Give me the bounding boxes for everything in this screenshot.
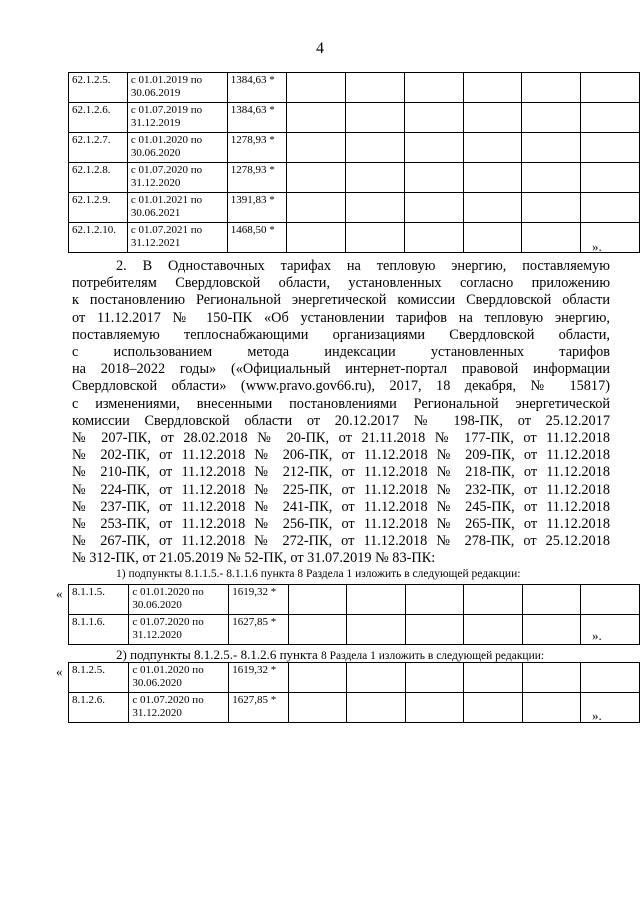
closing-quote-1: ». bbox=[592, 239, 602, 254]
row-tariff-value: 1468,50 * bbox=[227, 223, 287, 253]
period-start: с 01.01.2020 по bbox=[132, 664, 204, 676]
subpoint-2-lead: 2) подпункты 8.1.2.5.- 8.1.2.6 пункта bbox=[116, 647, 318, 662]
para-line: 2. В Одноставочных тарифах на тепловую энергию, поставляемую bbox=[116, 258, 610, 274]
para-line: к постановлению Региональной энергетической комиссии Свердловской области bbox=[72, 292, 610, 309]
empty-cell bbox=[463, 103, 522, 133]
para-line: № 267-ПК, от 11.12.2018 № 272-ПК, от 11.12.2018 № 278-ПК, от 25.12.2018 bbox=[72, 533, 610, 550]
empty-cell bbox=[581, 615, 640, 645]
tariff-table-2 bbox=[68, 584, 640, 645]
empty-cell bbox=[288, 693, 347, 723]
table-row bbox=[69, 223, 640, 253]
empty-cell bbox=[522, 585, 581, 615]
empty-cell bbox=[346, 163, 405, 193]
empty-cell bbox=[346, 193, 405, 223]
period-start: с 01.01.2021 по bbox=[130, 194, 203, 206]
table-row bbox=[69, 693, 640, 723]
para-line: № 202-ПК, от 11.12.2018 № 206-ПК, от 11.12.2018 № 209-ПК, от 11.12.2018 bbox=[72, 447, 610, 464]
empty-cell bbox=[347, 693, 406, 723]
row-code: 62.1.2.6. bbox=[69, 103, 128, 133]
row-tariff-value: 1627,85 * bbox=[229, 693, 289, 723]
tariff-table-3 bbox=[68, 662, 640, 723]
period-end: 30.06.2020 bbox=[130, 147, 181, 159]
period-end: 30.06.2021 bbox=[130, 207, 181, 219]
subpoint-1: 1) подпункты 8.1.1.5.- 8.1.1.6 пункта 8 Раздела 1 изложить в следующей редакции: bbox=[116, 568, 521, 580]
row-period bbox=[127, 103, 227, 133]
para-line: № 253-ПК, от 11.12.2018 № 256-ПК, от 11.12.2018 № 265-ПК, от 11.12.2018 bbox=[72, 516, 610, 533]
para-line: с использованием метода индексации установленных тарифов bbox=[72, 344, 610, 361]
empty-cell bbox=[346, 73, 405, 103]
row-period bbox=[127, 163, 227, 193]
empty-cell bbox=[347, 585, 406, 615]
period-start: с 01.07.2020 по bbox=[132, 694, 204, 706]
period-end: 30.06.2020 bbox=[132, 599, 182, 611]
period-end: 31.12.2020 bbox=[132, 629, 182, 641]
row-code: 62.1.2.10. bbox=[69, 223, 128, 253]
row-period bbox=[129, 615, 229, 645]
subpoint-2 bbox=[116, 647, 544, 663]
empty-cell bbox=[522, 133, 581, 163]
page-number: 4 bbox=[316, 40, 324, 57]
empty-cell bbox=[405, 693, 464, 723]
row-period bbox=[129, 585, 229, 615]
empty-cell bbox=[404, 103, 463, 133]
empty-cell bbox=[288, 663, 347, 693]
empty-cell bbox=[287, 103, 346, 133]
table-row bbox=[69, 103, 640, 133]
empty-cell bbox=[405, 663, 464, 693]
tariff-table-1 bbox=[68, 72, 640, 253]
row-period bbox=[127, 193, 227, 223]
period-start: с 01.07.2020 по bbox=[130, 164, 203, 176]
period-start: с 01.01.2019 по bbox=[130, 74, 203, 86]
empty-cell bbox=[404, 163, 463, 193]
empty-cell bbox=[464, 585, 523, 615]
empty-cell bbox=[347, 615, 406, 645]
row-tariff-value: 1278,93 * bbox=[227, 163, 287, 193]
para-line: с изменениями, внесенными постановлениями Региональной энергетической bbox=[72, 395, 610, 412]
empty-cell bbox=[581, 193, 640, 223]
empty-cell bbox=[463, 193, 522, 223]
empty-cell bbox=[287, 73, 346, 103]
empty-cell bbox=[581, 585, 640, 615]
empty-cell bbox=[288, 585, 347, 615]
row-code: 62.1.2.8. bbox=[69, 163, 128, 193]
row-period bbox=[127, 223, 227, 253]
empty-cell bbox=[522, 615, 581, 645]
period-end: 31.12.2020 bbox=[132, 707, 182, 719]
closing-quote-3: ». bbox=[592, 708, 602, 723]
period-end: 30.06.2020 bbox=[132, 677, 182, 689]
empty-cell bbox=[404, 73, 463, 103]
table-row bbox=[69, 163, 640, 193]
paragraph-2 bbox=[72, 258, 610, 568]
para-line: Свердловской области» (www.pravo.gov66.ru), 2017, 18 декабря, № 15817) bbox=[72, 378, 610, 395]
empty-cell bbox=[287, 193, 346, 223]
empty-cell bbox=[463, 223, 522, 253]
row-code: 62.1.2.9. bbox=[69, 193, 128, 223]
empty-cell bbox=[463, 73, 522, 103]
table-row bbox=[69, 193, 640, 223]
empty-cell bbox=[581, 73, 640, 103]
para-line: потребителям Свердловской области, установленных согласно приложению bbox=[72, 275, 610, 292]
row-code: 62.1.2.5. bbox=[69, 73, 128, 103]
empty-cell bbox=[287, 133, 346, 163]
row-code: 62.1.2.7. bbox=[69, 133, 128, 163]
row-tariff-value: 1391,83 * bbox=[227, 193, 287, 223]
empty-cell bbox=[581, 163, 640, 193]
row-tariff-value: 1619,32 * bbox=[229, 585, 289, 615]
para-line: № 207-ПК, от 28.02.2018 № 20-ПК, от 21.11.2018 № 177-ПК, от 11.12.2018 bbox=[72, 430, 610, 447]
table-row bbox=[69, 73, 640, 103]
para-line: на 2018–2022 годы» («Официальный интернет-портал правовой информации bbox=[72, 361, 610, 378]
empty-cell bbox=[581, 663, 640, 693]
para-line: комиссии Свердловской области от 20.12.2017 № 198-ПК, от 25.12.2017 bbox=[72, 412, 610, 429]
closing-quote-2: ». bbox=[592, 628, 602, 643]
para-line: от 11.12.2017 № 150-ПК «Об установлении тарифов на тепловую энергию, bbox=[72, 309, 610, 326]
row-tariff-value: 1627,85 * bbox=[229, 615, 289, 645]
empty-cell bbox=[464, 615, 523, 645]
row-tariff-value: 1278,93 * bbox=[227, 133, 287, 163]
opening-quote-3: « bbox=[56, 664, 63, 679]
opening-quote-2: « bbox=[56, 586, 63, 601]
empty-cell bbox=[463, 163, 522, 193]
row-tariff-value: 1619,32 * bbox=[229, 663, 289, 693]
empty-cell bbox=[346, 133, 405, 163]
row-code: 8.1.2.5. bbox=[69, 663, 129, 693]
empty-cell bbox=[581, 693, 640, 723]
para-line: поставляемую теплоснабжающими организациями Свердловской области, bbox=[72, 326, 610, 343]
period-end: 30.06.2019 bbox=[130, 87, 181, 99]
empty-cell bbox=[522, 693, 581, 723]
empty-cell bbox=[522, 223, 581, 253]
period-start: с 01.07.2019 по bbox=[130, 104, 203, 116]
row-code: 8.1.2.6. bbox=[69, 693, 129, 723]
row-tariff-value: 1384,63 * bbox=[227, 103, 287, 133]
row-period bbox=[129, 693, 229, 723]
empty-cell bbox=[581, 223, 640, 253]
empty-cell bbox=[581, 133, 640, 163]
empty-cell bbox=[464, 693, 523, 723]
row-period bbox=[129, 663, 229, 693]
empty-cell bbox=[522, 193, 581, 223]
row-code: 8.1.1.5. bbox=[69, 585, 129, 615]
empty-cell bbox=[522, 103, 581, 133]
empty-cell bbox=[347, 663, 406, 693]
subpoint-2-rest: 8 Раздела 1 изложить в следующей редакции: bbox=[321, 650, 545, 662]
para-line: № 312-ПК, от 21.05.2019 № 52-ПК, от 31.07.2019 № 83-ПК: bbox=[72, 550, 436, 567]
empty-cell bbox=[404, 223, 463, 253]
row-tariff-value: 1384,63 * bbox=[227, 73, 287, 103]
empty-cell bbox=[287, 163, 346, 193]
empty-cell bbox=[581, 103, 640, 133]
table-row bbox=[69, 585, 640, 615]
empty-cell bbox=[346, 223, 405, 253]
empty-cell bbox=[522, 163, 581, 193]
empty-cell bbox=[287, 223, 346, 253]
period-start: с 01.01.2020 по bbox=[132, 586, 204, 598]
para-line: № 237-ПК, от 11.12.2018 № 241-ПК, от 11.12.2018 № 245-ПК, от 11.12.2018 bbox=[72, 498, 610, 515]
period-start: с 01.01.2020 по bbox=[130, 134, 203, 146]
table-row bbox=[69, 615, 640, 645]
period-end: 31.12.2020 bbox=[130, 177, 181, 189]
empty-cell bbox=[288, 615, 347, 645]
empty-cell bbox=[464, 663, 523, 693]
empty-cell bbox=[405, 585, 464, 615]
period-start: с 01.07.2020 по bbox=[132, 616, 204, 628]
empty-cell bbox=[346, 103, 405, 133]
row-period bbox=[127, 133, 227, 163]
empty-cell bbox=[404, 133, 463, 163]
period-start: с 01.07.2021 по bbox=[130, 224, 203, 236]
period-end: 31.12.2019 bbox=[130, 117, 181, 129]
empty-cell bbox=[522, 663, 581, 693]
table-row bbox=[69, 133, 640, 163]
para-line: № 224-ПК, от 11.12.2018 № 225-ПК, от 11.12.2018 № 232-ПК, от 11.12.2018 bbox=[72, 481, 610, 498]
empty-cell bbox=[404, 193, 463, 223]
period-end: 31.12.2021 bbox=[130, 237, 181, 249]
row-code: 8.1.1.6. bbox=[69, 615, 129, 645]
table-row bbox=[69, 663, 640, 693]
row-period bbox=[127, 73, 227, 103]
para-line: № 210-ПК, от 11.12.2018 № 212-ПК, от 11.12.2018 № 218-ПК, от 11.12.2018 bbox=[72, 464, 610, 481]
empty-cell bbox=[463, 133, 522, 163]
empty-cell bbox=[522, 73, 581, 103]
empty-cell bbox=[405, 615, 464, 645]
